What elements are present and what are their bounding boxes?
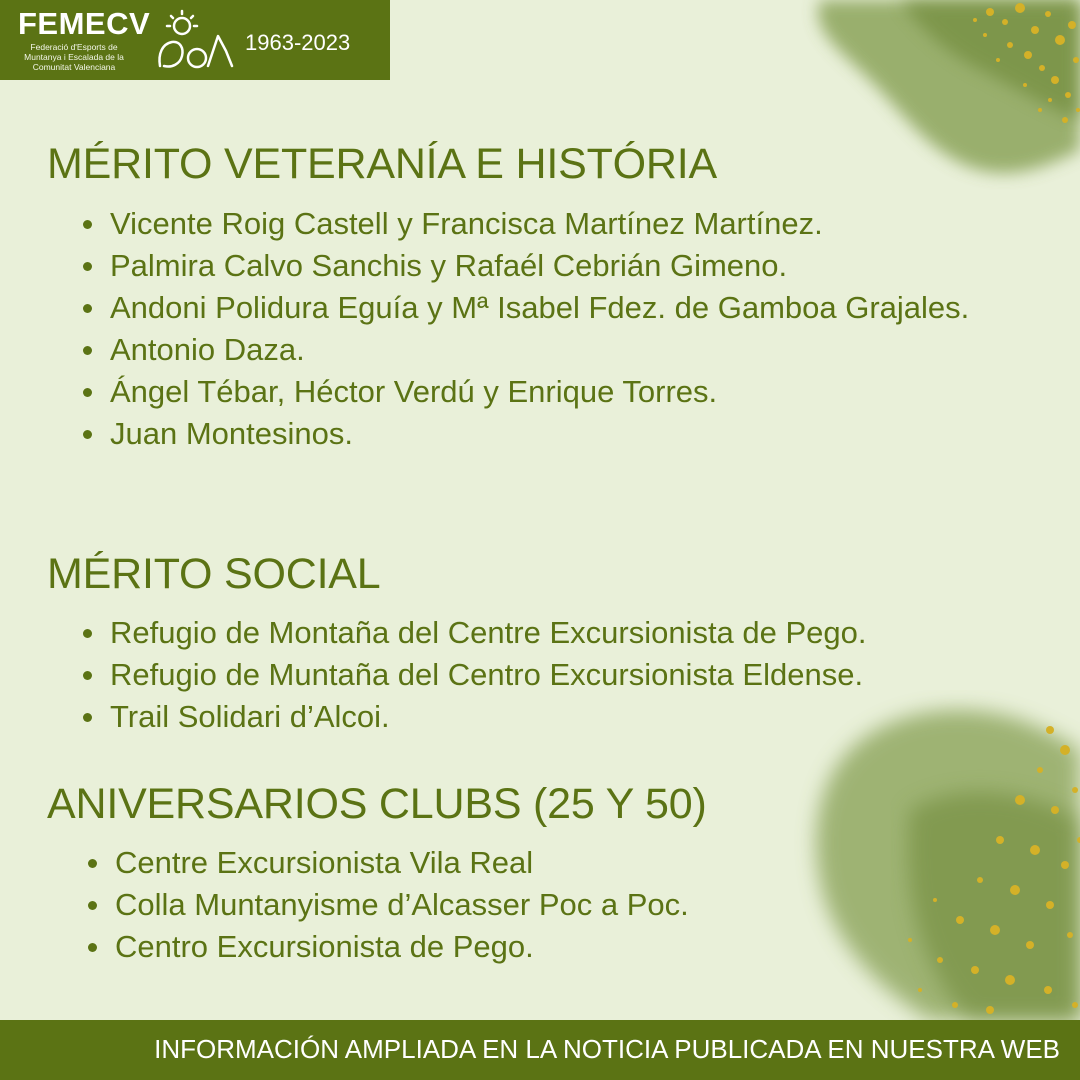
list-social: [110, 612, 1050, 738]
bullet-icon: [83, 430, 92, 439]
bullet-icon: [83, 304, 92, 313]
section-title-social: MÉRITO SOCIAL: [47, 550, 381, 598]
list-item-text: Refugio de Muntaña del Centro Excursionista Eldense.: [110, 657, 864, 692]
list-item-text: Vicente Roig Castell y Francisca Martínez Martínez.: [110, 206, 823, 241]
brand-logo-text: FEMECV: [18, 6, 151, 41]
list-aniversarios: [115, 842, 915, 968]
list-item-text: Antonio Daza.: [110, 332, 305, 367]
anniversary-logo-icon: [152, 6, 238, 74]
list-item-text: Palmira Calvo Sanchis y Rafaél Cebrián Gimeno.: [110, 248, 788, 283]
list-item: [115, 842, 915, 884]
list-item-text: Centre Excursionista Vila Real: [115, 845, 534, 880]
list-item: [110, 654, 1050, 696]
list-item: [115, 926, 915, 968]
brand-subtitle: Federació d'Esports de Muntanya i Escalada de la Comunitat Valenciana: [24, 42, 124, 72]
list-veterania: [110, 203, 1050, 455]
bullet-icon: [83, 220, 92, 229]
list-item: [110, 203, 1050, 245]
bullet-icon: [88, 943, 97, 952]
footer-bar: [0, 1020, 1080, 1080]
bullet-icon: [83, 671, 92, 680]
bullet-icon: [83, 346, 92, 355]
list-item-text: Refugio de Montaña del Centre Excursionista de Pego.: [110, 615, 867, 650]
list-item: [110, 413, 1050, 455]
section-title-veterania: MÉRITO VETERANÍA E HISTÓRIA: [47, 140, 717, 188]
header-bar: [0, 0, 390, 80]
watercolor-glitter-decoration-top: [780, 0, 1080, 190]
list-item-text: Centro Excursionista de Pego.: [115, 929, 534, 964]
bullet-icon: [83, 713, 92, 722]
list-item: [110, 329, 1050, 371]
section-title-aniversarios: ANIVERSARIOS CLUBS (25 Y 50): [47, 780, 707, 828]
list-item: [115, 884, 915, 926]
bullet-icon: [88, 901, 97, 910]
list-item-text: Andoni Polidura Eguía y Mª Isabel Fdez. de Gamboa Grajales.: [110, 290, 970, 325]
list-item: [110, 696, 1050, 738]
footer-info-text: INFORMACIÓN AMPLIADA EN LA NOTICIA PUBLICADA EN NUESTRA WEB: [154, 1034, 1060, 1064]
bullet-icon: [83, 629, 92, 638]
list-item: [110, 245, 1050, 287]
list-item-text: Colla Muntanyisme d’Alcasser Poc a Poc.: [115, 887, 689, 922]
bullet-icon: [88, 859, 97, 868]
list-item: [110, 612, 1050, 654]
bullet-icon: [83, 262, 92, 271]
list-item-text: Juan Montesinos.: [110, 416, 353, 451]
list-item-text: Ángel Tébar, Héctor Verdú y Enrique Torres.: [110, 374, 718, 409]
bullet-icon: [83, 388, 92, 397]
list-item: [110, 287, 1050, 329]
list-item: [110, 371, 1050, 413]
anniversary-years: 1963-2023: [245, 30, 351, 55]
list-item-text: Trail Solidari d’Alcoi.: [110, 699, 390, 734]
